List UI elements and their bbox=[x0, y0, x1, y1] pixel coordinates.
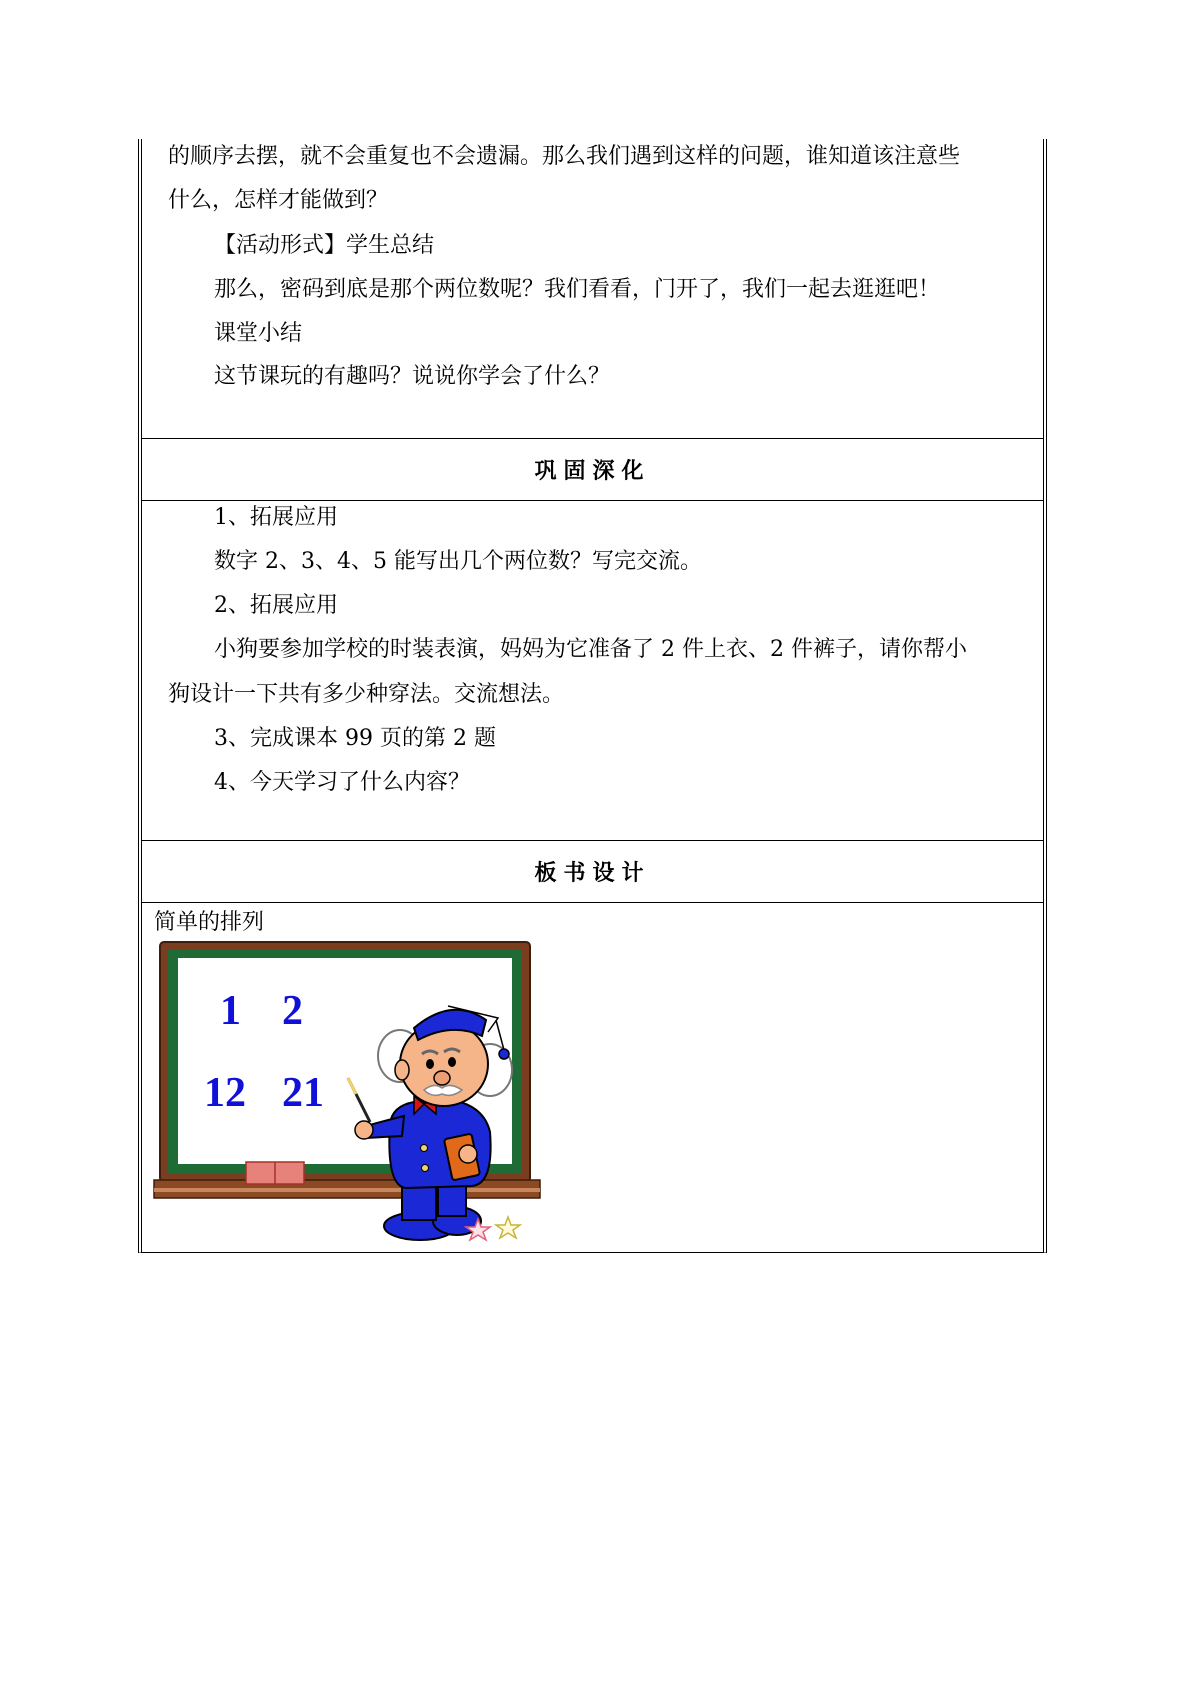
list-item: 2、拓展应用 bbox=[214, 593, 338, 618]
list-item: 1、拓展应用 bbox=[214, 505, 338, 530]
board-number: 2 bbox=[282, 988, 303, 1034]
section-consolidate bbox=[142, 501, 1043, 901]
list-item: 狗设计一下共有多少种穿法。交流想法。 bbox=[168, 682, 565, 707]
lesson-plan-table bbox=[138, 139, 1047, 1253]
list-item: 小狗要参加学校的时装表演，妈妈为它准备了 2 件上衣、2 件裤子，请你帮小 bbox=[214, 637, 967, 662]
paragraph-line: 【活动形式】学生总结 bbox=[214, 233, 435, 258]
section-title-consolidate: 巩固深化 bbox=[534, 459, 651, 484]
teacher-blackboard-illustration bbox=[152, 936, 547, 1246]
row-divider bbox=[142, 902, 1043, 903]
board-number: 1 bbox=[220, 988, 241, 1034]
paragraph-line: 那么，密码到底是那个两位数呢？我们看看，门开了，我们一起去逛逛吧！ bbox=[214, 277, 941, 302]
paragraph-line: 这节课玩的有趣吗？说说你学会了什么？ bbox=[214, 364, 611, 389]
list-item: 数字 2、3、4、5 能写出几个两位数？写完交流。 bbox=[214, 549, 702, 574]
board-number: 12 bbox=[204, 1070, 246, 1116]
board-title-label: 简单的排列 bbox=[154, 910, 265, 935]
section-title-board: 板书设计 bbox=[534, 861, 651, 886]
list-item: 3、完成课本 99 页的第 2 题 bbox=[214, 726, 496, 751]
list-item: 4、今天学习了什么内容？ bbox=[214, 770, 470, 795]
board-number: 21 bbox=[282, 1070, 324, 1116]
section-continued-text bbox=[142, 139, 1043, 439]
paragraph-line: 的顺序去摆，就不会重复也不会遗漏。那么我们遇到这样的问题，谁知道该注意些 bbox=[168, 144, 961, 169]
paragraph-line: 课堂小结 bbox=[214, 321, 303, 346]
row-divider bbox=[142, 840, 1043, 841]
star-icon bbox=[496, 1217, 520, 1238]
paragraph-line: 什么，怎样才能做到？ bbox=[168, 188, 389, 213]
row-divider bbox=[142, 438, 1043, 439]
